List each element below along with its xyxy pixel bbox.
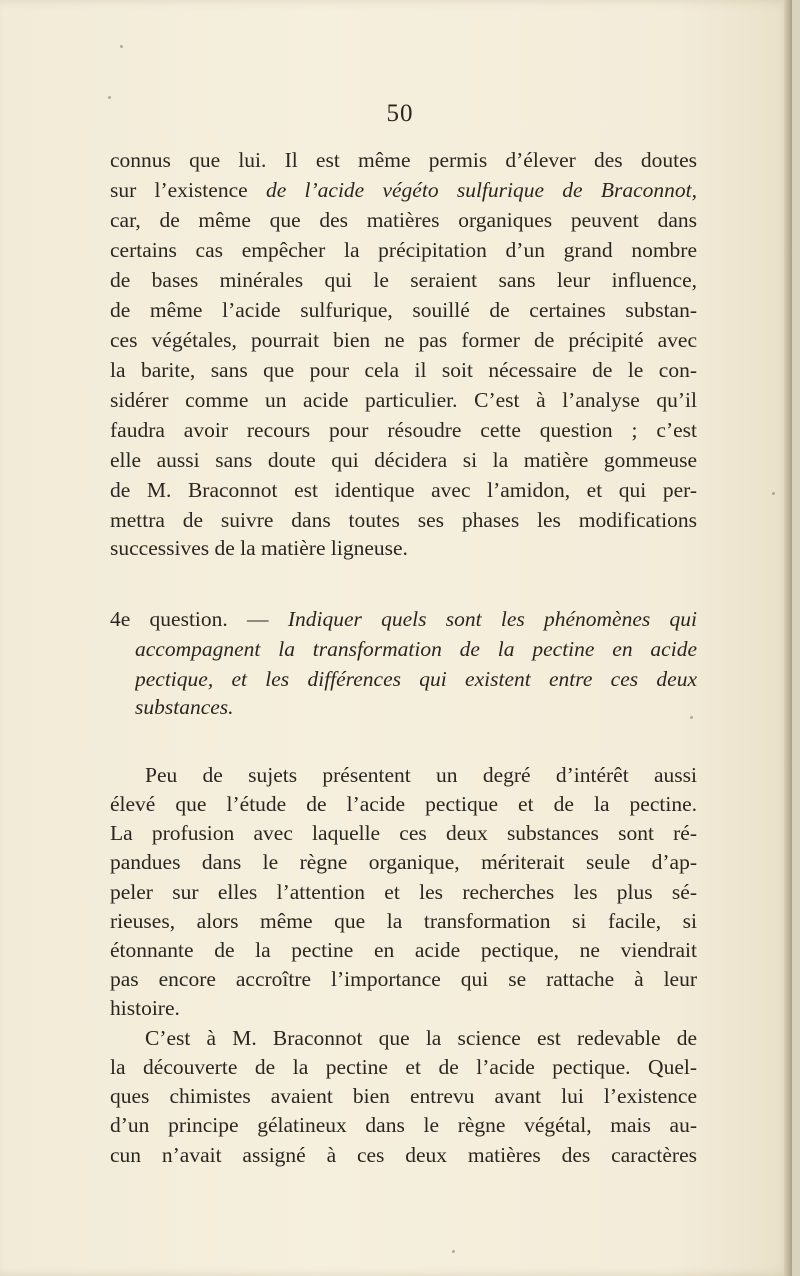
- text-line: la découverte de la pectine et de l’acide pectique. Quel-: [110, 1055, 697, 1079]
- text-line: de bases minérales qui le seraient sans leur influence,: [110, 268, 697, 292]
- italic-title: de l’acide végéto sulfurique de Braconnot,: [265, 178, 697, 202]
- text-line: mettra de suivre dans toutes ses phases les modifications: [110, 508, 697, 532]
- text-line: rieuses, alors même que la transformation si facile, si: [110, 909, 697, 933]
- text-line: ques chimistes avaient bien entrevu avant lui l’existence: [110, 1084, 697, 1108]
- text-line: sidérer comme un acide particulier. C’est à l’analyse qu’il: [110, 388, 697, 412]
- question-text: Indiquer quels sont les phénomènes qui: [287, 607, 697, 631]
- question-line: accompagnent la transformation de la pectine en acide: [135, 637, 697, 661]
- text-line: ces végétales, pourrait bien ne pas former de précipité avec: [110, 328, 697, 352]
- text-line: cun n’avait assigné à ces deux matières des caractères: [110, 1143, 697, 1167]
- text-line: étonnante de la pectine en acide pectique, ne viendrait: [110, 938, 697, 962]
- text-line: [110, 175, 697, 205]
- text-line: de M. Braconnot est identique avec l’amidon, et qui per-: [110, 478, 697, 502]
- text-line: La profusion avec laquelle ces deux substances sont ré-: [110, 821, 697, 845]
- text-line: connus que lui. Il est même permis d’élever des doutes: [110, 148, 697, 172]
- text-line: elle aussi sans doute qui décidera si la matière gommeuse: [110, 448, 697, 472]
- paper-speck: [772, 492, 775, 495]
- text-span: sur l’existence: [110, 178, 248, 202]
- page-number: 50: [386, 100, 414, 127]
- text-line: C’est à M. Braconnot que la science est redevable de: [145, 1026, 697, 1050]
- text-line: faudra avoir recours pour résoudre cette question ; c’est: [110, 418, 697, 442]
- text-line: d’un principe gélatineux dans le règne végétal, mais au-: [110, 1113, 697, 1137]
- paper-speck: [120, 45, 123, 48]
- question-number: 4e question. —: [110, 607, 269, 631]
- question-line: substances.: [135, 695, 234, 719]
- text-line: successives de la matière ligneuse.: [110, 536, 408, 560]
- paper-speck: [108, 96, 111, 99]
- text-line: peler sur elles l’attention et les recherches les plus sé-: [110, 880, 697, 904]
- text-line: histoire.: [110, 996, 180, 1020]
- text-line: élevé que l’étude de l’acide pectique et de la pectine.: [110, 792, 697, 816]
- paper-speck: [452, 1250, 455, 1253]
- text-line: la barite, sans que pour cela il soit nécessaire de le con-: [110, 358, 697, 382]
- text-line: car, de même que des matières organiques peuvent dans: [110, 208, 697, 232]
- text-line: pas encore accroître l’importance qui se rattache à leur: [110, 967, 697, 991]
- question-heading: [110, 604, 697, 634]
- question-line: pectique, et les différences qui existent entre ces deux: [135, 667, 697, 691]
- paper-speck: [690, 716, 693, 719]
- text-line: de même l’acide sulfurique, souillé de certaines substan-: [110, 298, 697, 322]
- text-line: pandues dans le règne organique, mériterait seule d’ap-: [110, 850, 697, 874]
- text-line: certains cas empêcher la précipitation d’un grand nombre: [110, 238, 697, 262]
- page-edge: [784, 0, 792, 1276]
- text-line: Peu de sujets présentent un degré d’intérêt aussi: [145, 763, 697, 787]
